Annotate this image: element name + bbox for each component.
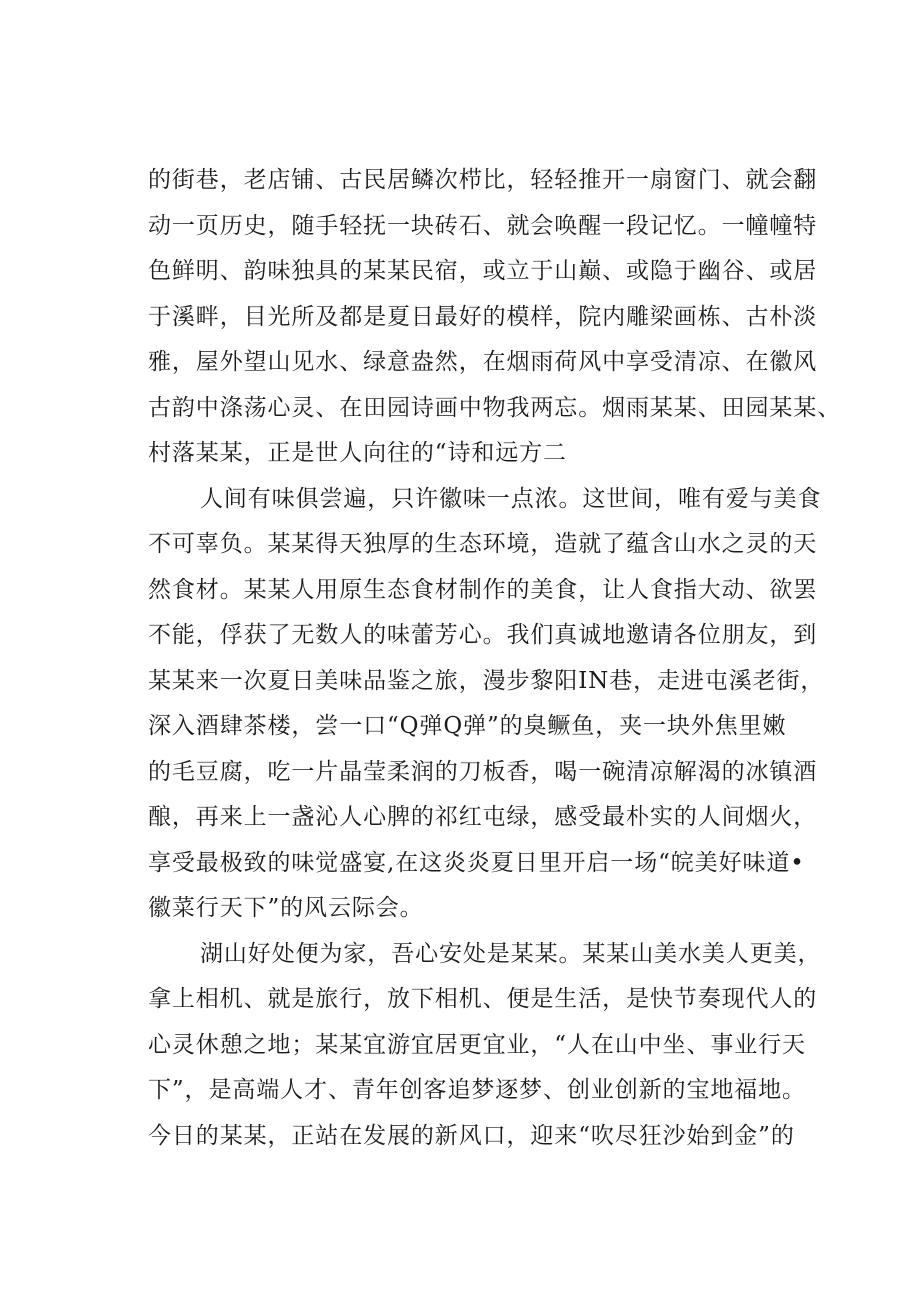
text-line: 然食材。某某人用原生态食材制作的美食，让人食指大动、欲罢 [148, 576, 818, 603]
text-line: 不能，俘获了无数人的味蕾芳心。我们真诚地邀请各位朋友，到 [148, 622, 818, 648]
text-line: 酿，再来上一盏沁人心脾的祁红屯绿，感受最朴实的人间烟火， [148, 804, 818, 830]
text-line: 动一页历史，随手轻抚一块砖石、就会唤醒一段记忆。一幢幢特 [148, 212, 818, 239]
text-line: 雅，屋外望山见水、绿意盎然，在烟雨荷风中享受清凉、在徽风 [148, 349, 818, 375]
text-line: 的街巷，老店铺、古民居鳞次栉比，轻轻推开一扇窗门、就会翻 [148, 167, 818, 193]
paragraph-1 [148, 158, 842, 477]
text-line: 某某来一次夏日美味品鉴之旅，漫步黎阳IN巷，走进屯溪老街， [148, 667, 825, 694]
paragraph-2 [148, 477, 828, 932]
text-line: 下”，是高端人才、青年创客追梦逐梦、创业创新的宝地福地。 [148, 1077, 806, 1103]
text-line: 不可辜负。某某得天独厚的生态环境，造就了蕴含山水之灵的天 [148, 531, 818, 557]
text-line: 心灵休憩之地；某某宜游宜居更宜业，“人在山中坐、事业行天 [148, 1031, 806, 1058]
text-line: 村落某某，正是世人向往的“诗和远方二 [148, 440, 567, 466]
text-line: 深入酒肆茶楼，尝一口“Q弹Q弹”的臭鳜鱼，夹一块外焦里嫩 [148, 713, 787, 739]
text-line: 人间有味俱尝遍，只许徽味一点浓。这世间，唯有爱与美食 [200, 485, 822, 512]
text-line: 徽菜行天下”的风云际会。 [148, 895, 424, 921]
document-body [148, 158, 842, 1159]
text-line: 的毛豆腐，吃一片晶莹柔润的刀板香，喝一碗清凉解渴的冰镇酒 [148, 758, 818, 785]
text-line: 今日的某某，正站在发展的新风口，迎来“吹尽狂沙始到金”的 [148, 1122, 795, 1149]
text-line: 拿上相机、就是旅行，放下相机、便是生活，是快节奏现代人的 [148, 986, 818, 1012]
text-line: 于溪畔，目光所及都是夏日最好的模样，院内雕梁画栋、古朴淡 [148, 303, 818, 330]
text-line: 色鲜明、韵味独具的某某民宿，或立于山巅、或隐于幽谷、或居 [148, 258, 818, 284]
text-line: 湖山好处便为家，吾心安处是某某。某某山美水美人更美， [200, 940, 822, 967]
text-line: 享受最极致的味觉盛宴,在这炎炎夏日里开启一场“皖美好味道• [148, 849, 805, 876]
paragraph-3 [148, 932, 828, 1160]
text-line: 古韵中涤荡心灵、在田园诗画中物我两忘。烟雨某某、田园某某、 [148, 394, 842, 421]
